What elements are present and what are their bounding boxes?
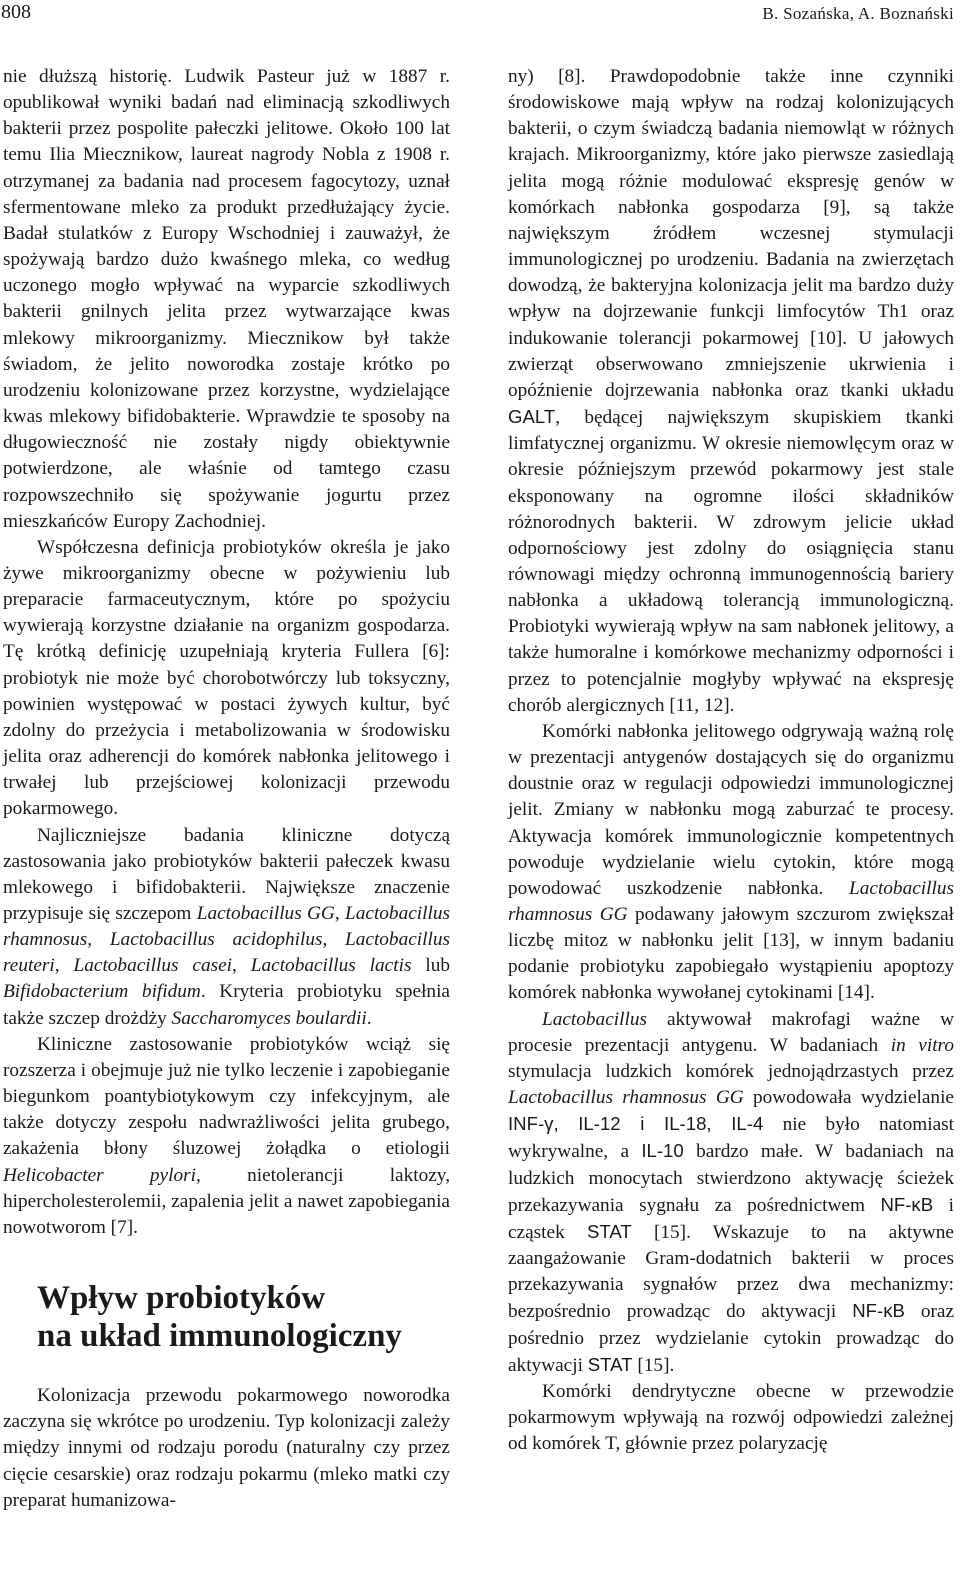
text-run: oraz pośrednio przez wydzielanie cytokin prowadząc do aktywacji xyxy=(508,1301,955,1376)
heading-line: Wpływ probiotyków xyxy=(37,1280,326,1317)
abbreviation: IL-10 xyxy=(641,1140,684,1162)
section-heading xyxy=(37,1279,450,1355)
paragraph: Najliczniejsze badania kliniczne dotyczą zastosowania jako probiotyków bakterii pałeczek kwasu mlekowego i bifidobakterii. Największe znaczenie przypisuje się szczepom Lactobacillus GG, Lactobacillus rhamnosus, Lactobacillus acidophilus, Lactobacillus reuteri, Lactobacillus casei, Lactobacillus lactis lub Bifidobacterium bifidum. Kryteria probiotyku spełnia także szczep drożdży Saccharomyces boulardii. xyxy=(3,824,451,1029)
paragraph: Kolonizacja przewodu pokarmowego noworodka zaczyna się wkrótce po urodzeniu. Typ kolonizacji zależy między innymi od rodzaju porodu (naturalny czy przez cięcie cesarskie) oraz rodzaju pokarmu (mleko matki czy preparat humanizowa- xyxy=(3,1385,450,1511)
text-run: lub xyxy=(411,955,451,977)
text-run: Kliniczne zastosowanie probiotyków wciąż się rozszerza i obejmuje już nie tylko leczenie i zapobieganie biegunkom poantybiotykowym czy infekcyjnym, ale także dotyczy zespołu nadwrażliwości jelita grubego, zakażenia błony śluzowej żołądka o etiologii xyxy=(3,1033,450,1160)
text-run: stymulacja ludzkich komórek jednojądrzastych przez xyxy=(508,1060,954,1082)
text-run: ny) [8]. Prawdopodobnie także inne czynniki środowiskowe mają wpływ na rodzaj kolonizujących bakterii, o czym świadczą badania niemowląt w różnych krajach. Mikroorganizmy, które jako pierwsze zasiedlają jelita mogą różnie modulować ekspresję genów w komórkach nabłonka gospodarza [9], są także największym źródłem wczesnej stymulacji immunologicznej po urodzeniu. Badania na zwierzętach dowodzą, że bakteryjna kolonizacja jelit ma bardzo duży wpływ na dojrzewanie funkcji limfocytów Th1 oraz indukowanie tolerancji pokarmowej [10]. U jałowych zwierząt obserwowano zmniejszenie ukrwienia i opóźnienie dojrzewania nabłonka oraz tkanki układu xyxy=(508,66,954,401)
right-column xyxy=(508,64,954,1457)
paragraph xyxy=(3,1032,450,1241)
left-column xyxy=(3,64,450,1514)
paragraph xyxy=(508,719,954,1007)
text-run: i cząstek xyxy=(508,1194,954,1243)
text-run: bardzo małe. W badaniach na ludzkich monocytach stwierdzono aktywację ścieżek przekazywania sygnału za pośrednictwem xyxy=(508,1141,955,1216)
paragraph: Współczesna definicja probiotyków określa je jako żywe mikroorganizmy obecne w pożywieniu lub preparacie farmaceutycznym, które po spożyciu wywierają korzystne działanie na organizm gospodarza. Tę krótką definicję uzupełniają kryteria Fullera [6]: probiotyk nie może być chorobotwórczy lub toksyczny, powinien występować w postaci żywych kultur, być zdolny do przeżycia i metabolizowania w środowisku jelita oraz adherencji do komórek nabłonka jelitowego i trwałej lub przejściowej kolonizacji przewodu pokarmowego. xyxy=(3,536,450,820)
text-run: , będącej największym skupiskiem tkanki limfatycznej organizmu. W okresie niemowlęcym oraz w okresie późniejszym przewód pokarmowy jest stale eksponowany na ogromne ilości składników różnorodnych bakterii. W zdrowym jelicie układ odpornościowy jest zdolny do osiągnięcia stanu równowagi między ochronną immunogennością bariery nabłonka a układową tolerancją immunologiczną. Probiotyki wywierają wpływ na sam nabłonek jelitowy, a także humoralne i komórkowe mechanizmy odporności i przez to potencjalnie mogłyby wpływać na ekspresję chorób alergicznych [11, 12]. xyxy=(508,407,954,716)
species-name: Bifidobacterium bifidum xyxy=(3,981,201,1003)
abbreviation: NF-κB xyxy=(880,1193,934,1215)
species-name: Lactobacillus rhamnosus GG xyxy=(508,877,954,925)
species-name: Saccharomyces boulardii xyxy=(171,1007,367,1029)
species-name: Lactobacillus rhamnosus GG xyxy=(508,1087,744,1109)
page-number: 808 xyxy=(1,1,31,23)
species-name: Lactobacillus xyxy=(542,1008,647,1030)
page-header xyxy=(0,0,960,26)
text-run: [15]. xyxy=(632,1354,675,1376)
abbreviation: STAT xyxy=(586,1220,632,1242)
species-name: Lactobacillus reuteri xyxy=(3,929,450,977)
abbreviation: STAT xyxy=(587,1353,633,1375)
running-head-authors: B. Sozańska, A. Boznański xyxy=(762,4,954,23)
abbreviation: NF-κB xyxy=(852,1300,905,1322)
species-name: Lactobacillus GG xyxy=(196,903,335,924)
abbreviation: INF-γ, IL-12 i IL-18, IL-4 xyxy=(508,1113,764,1135)
text-run: , nietolerancji laktozy, hipercholesterolemii, zapalenia jelit a nawet zapobiegania nowotworom [7]. xyxy=(3,1164,451,1238)
species-name: Lactobacillus acidophilus xyxy=(109,929,323,951)
text-run: Najliczniejsze badania kliniczne dotyczą zastosowania jako probiotyków bakterii pałeczek kwasu mlekowego i bifidobakterii. Największe znaczenie przypisuje się szczepom xyxy=(3,824,450,924)
species-name: Helicobacter pylori xyxy=(3,1164,196,1186)
text-run: powodowała wydzielanie xyxy=(743,1087,954,1109)
paragraph xyxy=(508,64,954,719)
heading-line: na układ immunologiczny xyxy=(37,1318,402,1355)
text-run: Komórki nabłonka jelitowego odgrywają ważną rolę w prezentacji antygenów dostających się do organizmu doustnie oraz w regulacji odpowiedzi immunologicznej jelit. Zmiany w nabłonku mogą zaburzać te procesy. Aktywacja komórek immunologicznie kompetentnych powoduje wydzielanie wielu cytokin, które mogą powodować uszkodzenie nabłonka. xyxy=(508,720,954,899)
paragraph: Komórki dendrytyczne obecne w przewodzie pokarmowym wpływają na rozwój odpowiedzi zależnej od komórek T, głównie przez polaryzację xyxy=(508,1380,954,1455)
paragraph xyxy=(508,1007,954,1379)
species-name: Lactobacillus casei xyxy=(73,955,233,977)
text-run: aktywował makrofagi ważne w procesie prezentacji antygenu. W badaniach xyxy=(508,1008,954,1056)
text-run: . Kryteria probiotyku spełnia także szczep drożdży xyxy=(3,981,450,1029)
text-run: [15]. Wskazuje to na aktywne zaangażowanie Gram-dodatnich bakterii w proces przekazywania sygnałów przez dwa mechanizmy: bezpośrednio prowadząc do aktywacji xyxy=(508,1221,954,1323)
paragraph: nie dłuższą historię. Ludwik Pasteur już w 1887 r. opublikował wyniki badań nad eliminacją szkodliwych bakterii przez pospolite pałeczki jelitowe. Około 100 lat temu Ilia Miecznikow, laureat nagrody Nobla z 1908 r. otrzymanej za badania nad procesem fagocytozy, uznał sfermentowane mleko za produkt przedłużający życie. Badał stulatków z Europy Wschodniej i zauważył, że spożywają bardzo dużo kwaśnego mleka, co według uczonego mogło wpływać na wyparcie szkodliwych bakterii gnilnych jelita przez wytwarzające kwas mlekowy mikroorganizmy. Miecznikow był także świadom, że jelito noworodka zostaje krótko po urodzeniu kolonizowane przez korzystne, wydzielające kwas mlekowy bifidobakterie. Wprawdzie te sposoby na długowieczność nie zostały nigdy obiektywnie potwierdzone, ale właśnie od tamtego czasu rozpowszechniło się spożywanie jogurtu przez mieszkańców Europy Zachodniej. xyxy=(3,66,450,532)
text-run: podawany jałowym szczurom zwiększał liczbę mitoz w nabłonku jelit [13], w innym badaniu podanie probiotyku zapobiegało wystąpieniu apoptozy komórek nabłonka wywołanej cytokinami [14]. xyxy=(508,904,954,1004)
latin-term: in vitro xyxy=(890,1034,954,1056)
text-run: nie było natomiast wykrywalne, a xyxy=(508,1114,955,1163)
abbreviation: GALT xyxy=(508,406,556,428)
species-name: Lactobacillus rhamnosus xyxy=(3,903,450,951)
species-name: Lactobacillus lactis xyxy=(250,955,412,977)
